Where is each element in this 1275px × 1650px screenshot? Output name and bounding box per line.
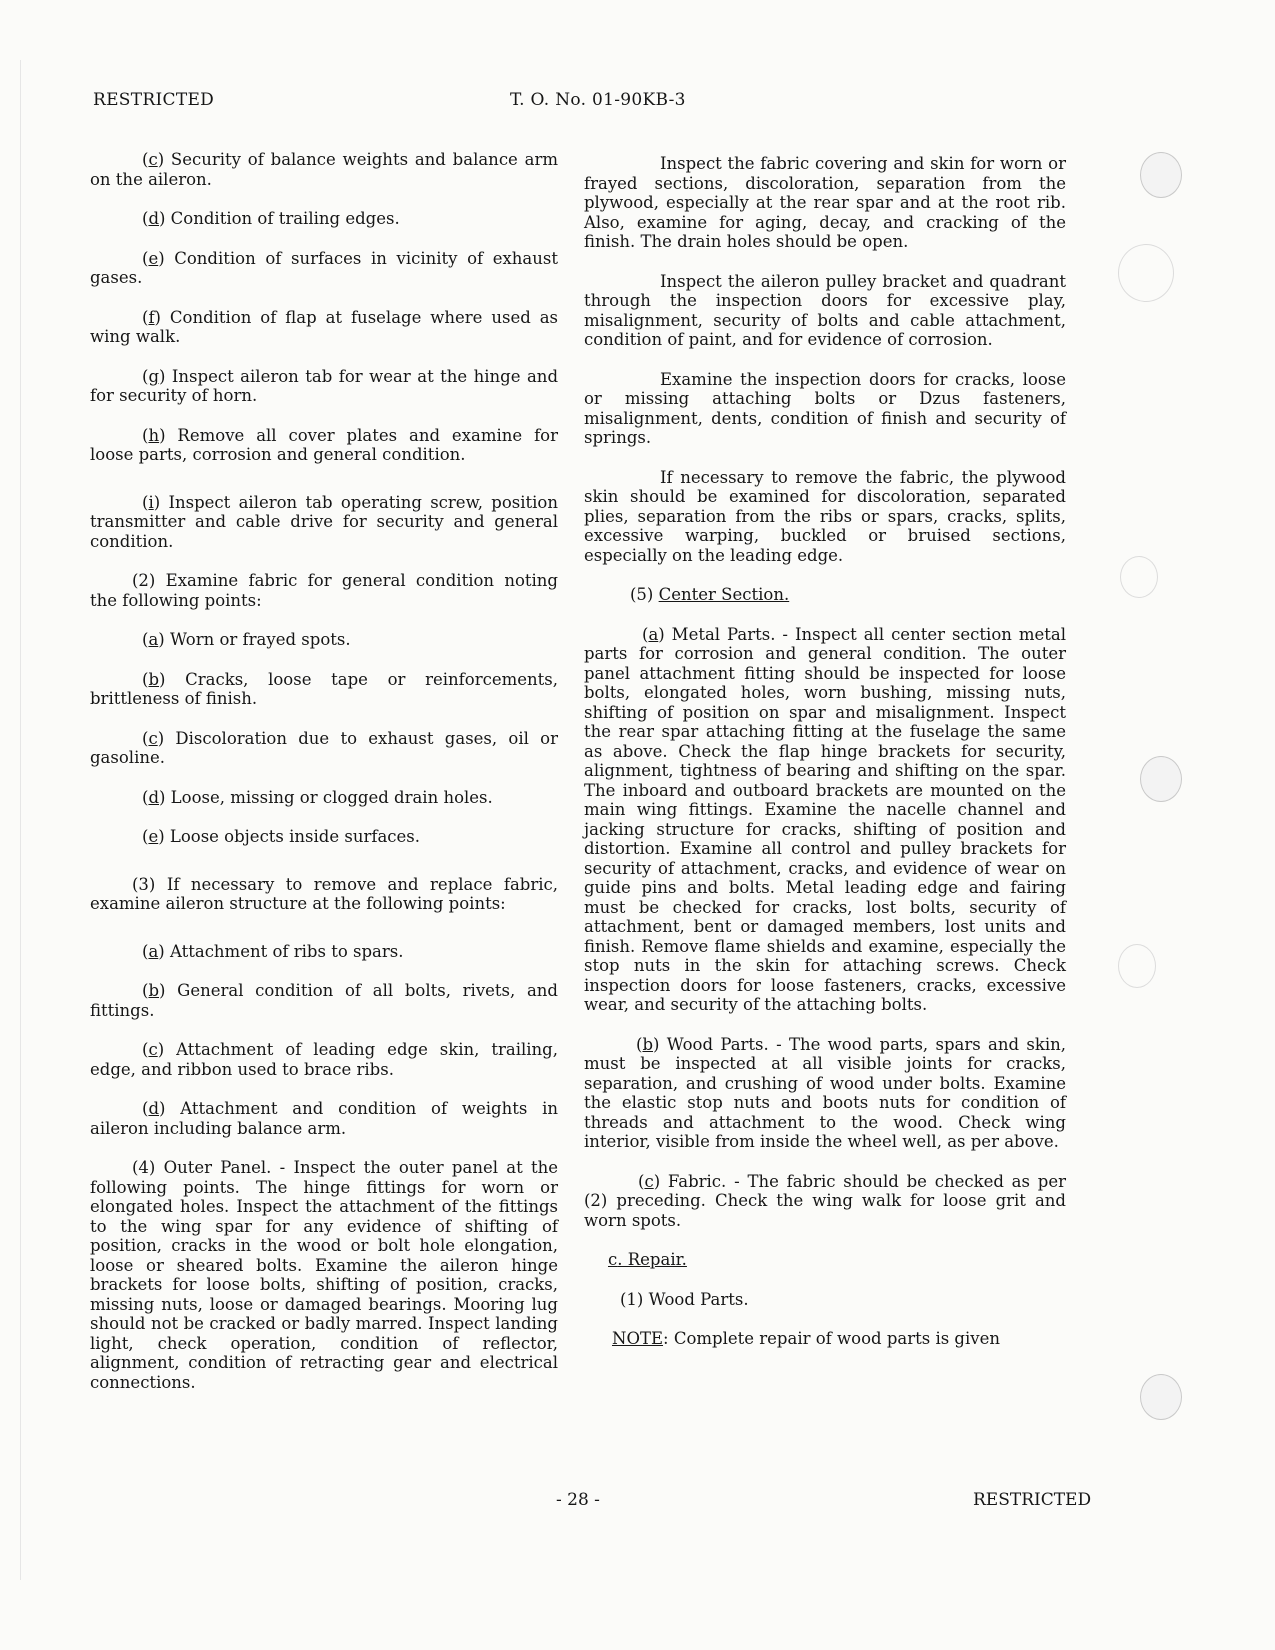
paragraph: (3) If necessary to remove and replace fabric, examine aileron structure at the following points: bbox=[90, 874, 558, 913]
paragraph-text: Discoloration due to exhaust gases, oil or gasoline. bbox=[90, 728, 558, 767]
item-label: c bbox=[148, 728, 158, 748]
punch-hole-5 bbox=[1118, 944, 1156, 988]
paragraph: (e) Condition of surfaces in vicinity of exhaust gases. bbox=[90, 248, 558, 287]
right-column bbox=[584, 154, 1066, 1369]
item-label: h bbox=[148, 425, 160, 445]
item-label: c bbox=[644, 1171, 654, 1191]
paragraph: (b) Cracks, loose tape or reinforcements, brittleness of finish. bbox=[90, 669, 558, 708]
paragraph: Examine the inspection doors for cracks, loose or missing attaching bolts or Dzus fasteners, misalignment, dents, condition of finish and security of springs. bbox=[584, 369, 1066, 447]
punch-hole-4 bbox=[1140, 756, 1182, 802]
paragraph: (g) Inspect aileron tab for wear at the hinge and for security of horn. bbox=[90, 366, 558, 405]
paragraph: (b) Wood Parts. - The wood parts, spars and skin, must be inspected at all visible joints for cracks, separation, and crushing of wood under bolts. Examine the elastic stop nuts and boots nuts for condition of threads and attachment to the wood. Check wing interior, visible from inside the wheel well, as per above. bbox=[584, 1034, 1066, 1151]
paragraph-text: The fabric should be checked as per (2) preceding. Check the wing walk for loose grit and worn spots. bbox=[584, 1171, 1066, 1230]
item-lead: Wood Parts. - bbox=[659, 1034, 789, 1054]
paragraph: (a) Attachment of ribs to spars. bbox=[142, 941, 404, 961]
header-document-number: T. O. No. 01-90KB-3 bbox=[510, 90, 686, 110]
paragraph: (c) Attachment of leading edge skin, trailing, edge, and ribbon used to brace ribs. bbox=[90, 1040, 558, 1079]
paragraph: (d) Loose, missing or clogged drain holes. bbox=[142, 787, 493, 807]
paragraph-text: Condition of flap at fuselage where used as wing walk. bbox=[90, 307, 558, 346]
paragraph: Inspect the aileron pulley bracket and quadrant through the inspection doors for excessive play, misalignment, security of bolts and cable attachment, condition of paint, and for evidence of corrosion. bbox=[584, 271, 1066, 349]
paragraph-text: Condition of trailing edges. bbox=[165, 209, 400, 228]
paragraph: (a) Metal Parts. - Inspect all center section metal parts for corrosion and general condition. The outer panel attachment fitting should be inspected for loose bolts, elongated holes, worn bushing, missing nuts, shifting of position on spar and misalignment. Inspect the rear spar attaching fitting at the fuselage the same as above. Check the flap hinge brackets for security, alignment, tightness of bearing and shifting on the spar. The inboard and outboard brackets are mounted on the main wing fittings. Examine the nacelle channel and jacking structure for cracks, shifting of position and distortion. Examine all control and pulley brackets for security of attachment, cracks, and evidence of wear on guide pins and bolts. Metal leading edge and fairing must be checked for cracks, lost bolts, security of attachment, bent or damaged members, lost units and finish. Remove flame shields and examine, especially the stop nuts in the skin for attaching screws. Check inspection doors for loose fasteners, cracks, excessive wear, and security of the attaching bolts. bbox=[584, 624, 1066, 1014]
paragraph-text: Inspect aileron tab for wear at the hinge and for security of horn. bbox=[90, 366, 558, 405]
item-label: c bbox=[148, 150, 158, 169]
section-letter: c bbox=[608, 1250, 618, 1269]
note-label: NOTE bbox=[612, 1329, 664, 1348]
note bbox=[584, 1329, 1066, 1349]
item-label: b bbox=[642, 1034, 653, 1054]
item-label: b bbox=[148, 669, 159, 689]
item-label: e bbox=[148, 248, 159, 268]
item-label: d bbox=[148, 209, 159, 228]
item-lead: Fabric. - bbox=[660, 1171, 748, 1191]
item-label: f bbox=[148, 307, 155, 327]
paragraph: (i) Inspect aileron tab operating screw, position transmitter and cable drive for security and general condition. bbox=[90, 492, 558, 551]
item-label: a bbox=[648, 624, 659, 644]
paragraph: If necessary to remove the fabric, the plywood skin should be examined for discoloration, separated plies, separation from the ribs or spars, cracks, splits, excessive warping, buckled or bruised sections, especially on the leading edge. bbox=[584, 467, 1066, 565]
item-label: d bbox=[148, 1099, 159, 1118]
page-number: - 28 - bbox=[556, 1490, 600, 1510]
footer-restricted: RESTRICTED bbox=[973, 1490, 1092, 1510]
punch-hole-3 bbox=[1120, 556, 1158, 598]
item-label: e bbox=[148, 827, 159, 846]
paragraph: (c) Discoloration due to exhaust gases, oil or gasoline. bbox=[90, 728, 558, 767]
paragraph: (h) Remove all cover plates and examine for loose parts, corrosion and general condition. bbox=[90, 425, 558, 464]
paragraph-text: General condition of all bolts, rivets, and fittings. bbox=[90, 981, 558, 1020]
paragraph-text: Inspect all center section metal parts for corrosion and general condition. The outer panel attachment fitting should be inspected for loose bolts, elongated holes, worn bushing, missing nuts, shifting of position on spar and misalignment. Inspect the rear spar attaching fitting at the fuselage the same as above. Check the flap hinge brackets for security, alignment, tightness of bearing and shifting on the spar. The inboard and outboard brackets are mounted on the main wing fittings. Examine the nacelle channel and jacking structure for cracks, shifting of position and distortion. Examine all control and pulley brackets for security of attachment, cracks, and evidence of wear on guide pins and bolts. Metal leading edge and fairing must be checked for cracks, lost bolts, security of attachment, bent or damaged members, lost units and finish. Remove flame shields and examine, especially the stop nuts in the skin for attaching screws. Check inspection doors for loose fasteners, cracks, excessive wear, and security of the attaching bolts. bbox=[584, 624, 1066, 1014]
paragraph-text: Condition of surfaces in vicinity of exhaust gases. bbox=[90, 248, 558, 287]
paragraph-text: Attachment of leading edge skin, trailing, edge, and ribbon used to brace ribs. bbox=[90, 1040, 558, 1079]
item-label: b bbox=[148, 981, 159, 1000]
paragraph-text: Remove all cover plates and examine for loose parts, corrosion and general condition. bbox=[90, 425, 558, 464]
paragraph-text: Attachment and condition of weights in aileron including balance arm. bbox=[90, 1099, 558, 1138]
header-restricted: RESTRICTED bbox=[93, 90, 215, 110]
item-label: d bbox=[148, 787, 159, 807]
paragraph-text: Loose objects inside surfaces. bbox=[164, 827, 421, 846]
item-label: a bbox=[148, 941, 159, 961]
paragraph-text: Worn or frayed spots. bbox=[164, 630, 351, 649]
paragraph: (e) Loose objects inside surfaces. bbox=[142, 827, 421, 846]
item-label: i bbox=[148, 492, 154, 512]
paragraph-text: Security of balance weights and balance arm on the aileron. bbox=[90, 150, 558, 189]
item-lead: Metal Parts. - bbox=[664, 624, 795, 644]
paragraph: (c) Fabric. - The fabric should be checked as per (2) preceding. Check the wing walk for loose grit and worn spots. bbox=[584, 1171, 1066, 1230]
item-label: a bbox=[148, 630, 159, 649]
paragraph: (b) General condition of all bolts, rivets, and fittings. bbox=[90, 981, 558, 1020]
section-heading bbox=[584, 1250, 1066, 1270]
paragraph: (2) Examine fabric for general condition noting the following points: bbox=[90, 571, 558, 610]
paragraph: Inspect the fabric covering and skin for worn or frayed sections, discoloration, separation from the plywood, especially at the rear spar and at the root rib. Also, examine for aging, decay, and cracking of the finish. The drain holes should be open. bbox=[584, 154, 1066, 251]
punch-hole-2 bbox=[1118, 244, 1174, 302]
paragraph: (d) Attachment and condition of weights in aileron including balance arm. bbox=[90, 1099, 558, 1138]
punch-hole-6 bbox=[1140, 1374, 1182, 1420]
paragraph-text: Cracks, loose tape or reinforcements, brittleness of finish. bbox=[90, 669, 558, 708]
left-column bbox=[90, 150, 558, 1412]
paragraph: (c) Security of balance weights and balance arm on the aileron. bbox=[90, 150, 558, 189]
punch-hole-1 bbox=[1140, 152, 1182, 198]
paragraph: (a) Worn or frayed spots. bbox=[142, 630, 351, 649]
note-text: : Complete repair of wood parts is given bbox=[663, 1329, 1000, 1348]
subsection-heading: (1) Wood Parts. bbox=[620, 1289, 749, 1309]
section-heading bbox=[584, 585, 1066, 605]
paragraph-text: Loose, missing or clogged drain holes. bbox=[165, 787, 493, 807]
item-label: c bbox=[148, 1040, 158, 1059]
paragraph: (f) Condition of flap at fuselage where used as wing walk. bbox=[90, 307, 558, 346]
section-title: . Repair. bbox=[617, 1250, 687, 1269]
item-label: g bbox=[148, 366, 159, 386]
paragraph-text: Inspect aileron tab operating screw, position transmitter and cable drive for security and general condition. bbox=[90, 492, 558, 551]
paragraph: (4) Outer Panel. - Inspect the outer panel at the following points. The hinge fittings for worn or elongated holes. Inspect the attachment of the fittings to the wing spar for any evidence of shifting of position, cracks in the wood or bolt hole elongation, loose or sheared bolts. Examine the aileron hinge brackets for loose bolts, shifting of position, cracks, missing nuts, loose or damaged bearings. Mooring lug should not be cracked or badly marred. Inspect landing light, check operation, condition of reflector, alignment, condition of retracting gear and electrical connections. bbox=[90, 1158, 558, 1392]
paragraph-text: Attachment of ribs to spars. bbox=[164, 941, 404, 961]
section-title: Center Section. bbox=[658, 585, 790, 604]
paragraph: (d) Condition of trailing edges. bbox=[142, 209, 400, 228]
binding-margin-line bbox=[20, 60, 21, 1580]
paragraph-text: The wood parts, spars and skin, must be inspected at all visible joints for cracks, separation, and crushing of wood under bolts. Examine the elastic stop nuts and boots nuts for condition of threads and attachment to the wood. Check wing interior, visible from inside the wheel well, as per above. bbox=[584, 1034, 1066, 1151]
section-number: (5) bbox=[630, 585, 659, 604]
